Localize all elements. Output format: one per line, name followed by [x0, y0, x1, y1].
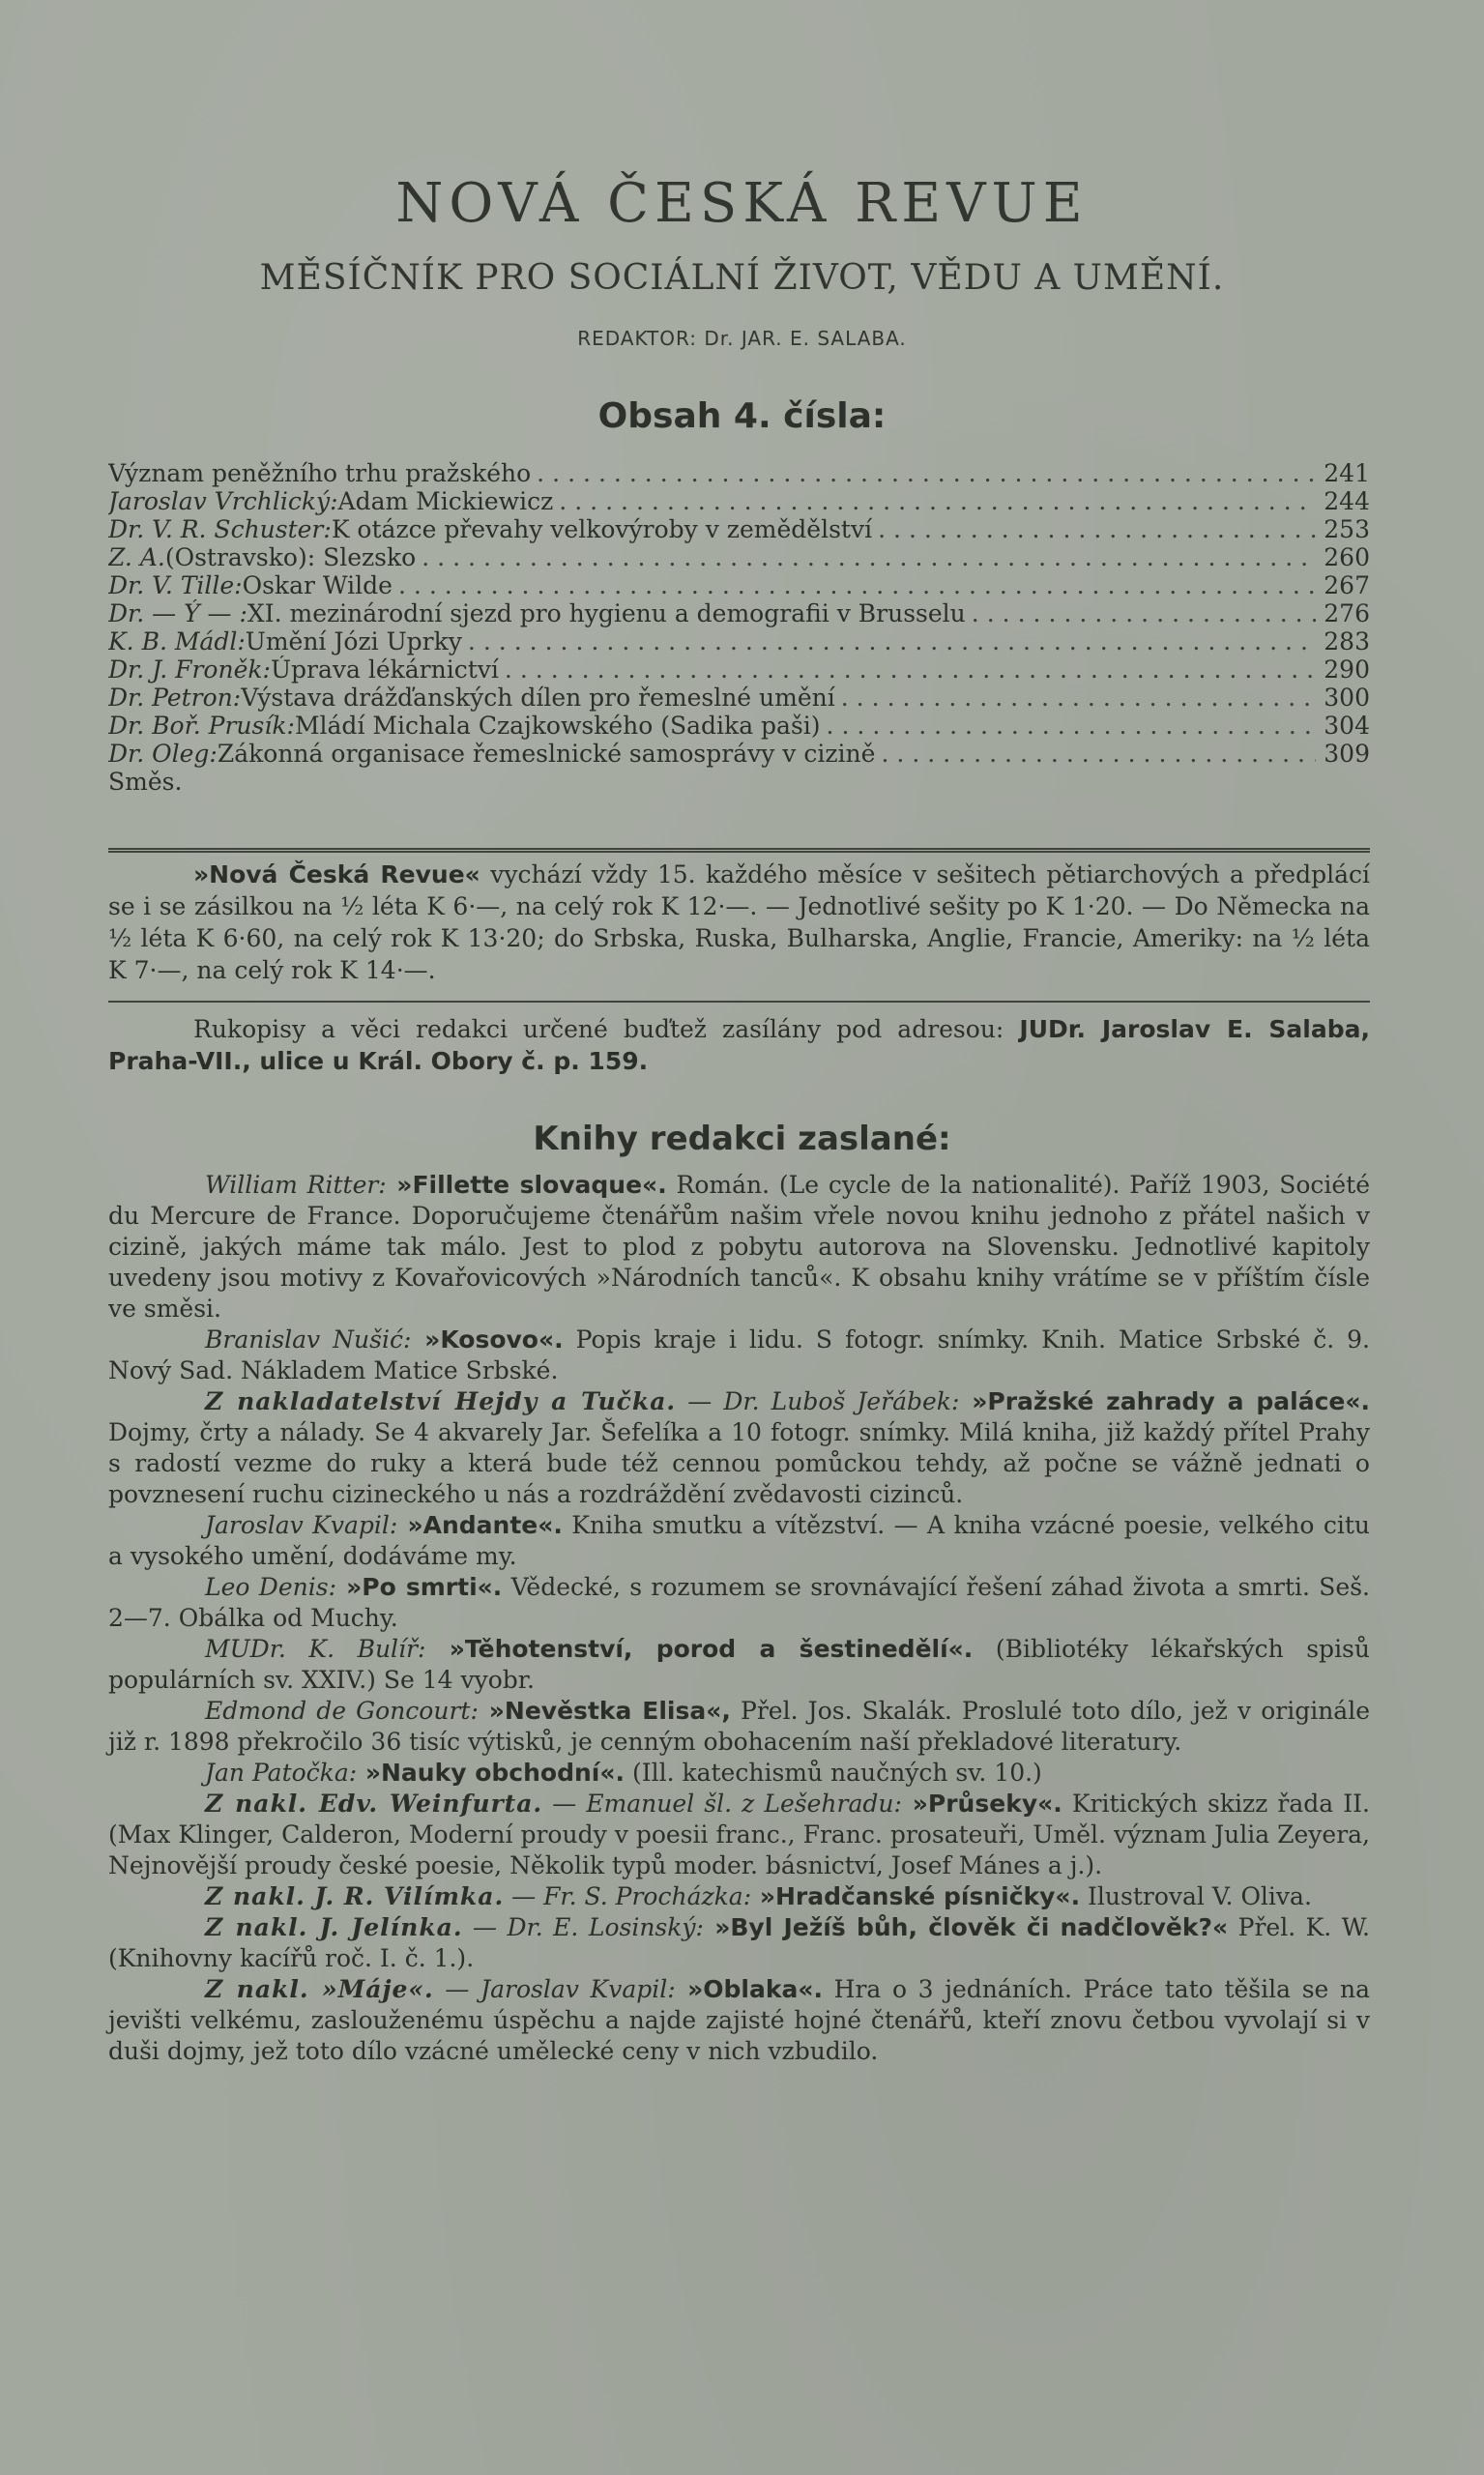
- journal-subtitle: MĚSÍČNÍK PRO SOCIÁLNÍ ŽIVOT, VĚDU A UMĚNÍ.: [259, 258, 1225, 298]
- book-author: — Fr. S. Procházka:: [504, 1882, 752, 1910]
- book-description: Kritických skizz řada II. (Max Klinger, Calderon, Moderní proudy v poesii franc., Franc. prosateuři, Uměl. význam Julia Zeyera, Nejnovější proudy české poesie, Několik typů moder. básnictví, Josef Mánes a j.).: [108, 1790, 1370, 1879]
- toc-title: Směs.: [108, 768, 183, 796]
- book-entry: [108, 1510, 1370, 1572]
- toc-title: XI. mezinárodní sjezd pro hygienu a demografii v Brusselu: [247, 599, 966, 627]
- subscription-info: [108, 859, 1370, 986]
- toc-leader-dots: [468, 627, 1316, 655]
- book-description: Hra o 3 jednáních. Práce tato těšila se na jevišti velkému, zaslouženému úspěchu a najde zajisté hojné čtenářů, kteří znovu četbou vyvolají si v duši dojmy, jež toto dílo vzácné umělecké ceny v nich vzbudilo.: [108, 1975, 1370, 2065]
- toc-page-number: 241: [1324, 459, 1370, 487]
- manuscripts-text: Rukopisy a věci redakci určené buďtež zasílány pod adresou:: [193, 1015, 1020, 1043]
- toc-title: Úprava lékárnictví: [270, 655, 499, 684]
- toc-page-number: 290: [1324, 655, 1370, 684]
- book-publisher: Z nakl. »Máje«.: [205, 1975, 434, 2003]
- toc-page-number: 304: [1324, 712, 1370, 740]
- book-title: »Pražské zahrady a paláce«.: [959, 1387, 1370, 1415]
- book-publisher: Z nakl. Edv. Weinfurta.: [205, 1790, 543, 1818]
- toc-leader-dots: [537, 459, 1316, 487]
- toc-author: Z. A.: [108, 543, 165, 571]
- book-author: MUDr. K. Bulíř:: [205, 1635, 426, 1663]
- contents-heading: Obsah 4. čísla:: [597, 396, 887, 436]
- book-publisher: Z nakl. J. R. Vilímka.: [205, 1882, 505, 1910]
- book-description: (Ill. katechismů naučných sv. 10.): [625, 1759, 1042, 1787]
- toc-leader-dots: [422, 543, 1316, 571]
- toc-row: [108, 655, 1370, 684]
- book-author: William Ritter:: [205, 1171, 387, 1199]
- book-description: Popis kraje i lidu. S fotogr. snímky. Knih. Matice Srbské č. 9. Nový Sad. Nákladem Matice Srbské.: [108, 1325, 1371, 1384]
- toc-row: [108, 599, 1370, 627]
- book-author: Jaroslav Kvapil:: [205, 1511, 398, 1539]
- toc-title: K otázce převahy velkovýroby v zemědělství: [331, 515, 873, 543]
- toc-page-number: 260: [1324, 543, 1370, 571]
- book-author: — Jaroslav Kvapil:: [433, 1975, 676, 2003]
- book-title: »Nauky obchodní«.: [357, 1759, 625, 1787]
- toc-leader-dots: [559, 487, 1316, 515]
- book-title: »Byl Ježíš bůh, člověk či nadčlověk?«: [703, 1913, 1229, 1941]
- toc-title: Umění Józi Uprky: [245, 627, 462, 655]
- toc-page-number: 267: [1324, 571, 1370, 599]
- book-description: Přel. Jos. Skalák. Proslulé toto dílo, jež v originále již r. 1898 překročilo 36 tisíc výtisků, je cenným obohacením naší překladové literatury.: [108, 1697, 1371, 1756]
- book-entry: [108, 1634, 1370, 1696]
- book-entry: [108, 1912, 1370, 1974]
- book-author: — Dr. Luboš Jeřábek:: [676, 1387, 960, 1415]
- toc-row: [108, 543, 1370, 571]
- toc-title: Mládí Michala Czajkowského (Sadika paši): [294, 712, 821, 740]
- book-description: Vědecké, s rozumem se srovnávající řešení záhad života a smrti. Seš. 2—7. Obálka od Muchy.: [108, 1573, 1370, 1632]
- book-entry: [108, 1696, 1370, 1758]
- toc-page-number: 244: [1324, 487, 1370, 515]
- book-publisher: Z nakladatelství Hejdy a Tučka.: [205, 1387, 677, 1415]
- book-description: (Bibliotéky lékařských spisů populárních sv. XXIV.) Se 14 vyobr.: [108, 1635, 1370, 1694]
- toc-leader-dots: [972, 599, 1316, 627]
- manuscripts-note: [108, 1013, 1370, 1077]
- toc-leader-dots: [881, 740, 1316, 768]
- toc-page-number: 283: [1324, 627, 1370, 655]
- book-entry: [108, 1974, 1370, 2067]
- journal-name: »Nová Česká Revue«: [193, 860, 480, 888]
- toc-author: Dr. V. Tille:: [108, 571, 243, 599]
- toc-author: Dr. Petron:: [108, 684, 242, 712]
- editor-address: JUDr. Jaroslav E. Salaba, Praha-VII., ulice u Král. Obory č. p. 159.: [108, 1015, 1370, 1075]
- toc-row: [108, 740, 1370, 768]
- toc-author: Dr. Oleg:: [108, 740, 218, 768]
- toc-row: [108, 571, 1370, 599]
- book-entry: [108, 1386, 1370, 1510]
- book-entry: [108, 1170, 1370, 1325]
- toc-leader-dots: [398, 571, 1316, 599]
- book-publisher: Z nakl. J. Jelínka.: [205, 1913, 463, 1941]
- toc-leader-dots: [827, 712, 1316, 740]
- book-description: Kniha smutku a vítězství. — A kniha vzácné poesie, velkého citu a vysokého umění, dodáváme my.: [108, 1511, 1370, 1570]
- book-title: »Fillette slovaque«.: [386, 1171, 667, 1199]
- toc-title: Význam peněžního trhu pražského: [108, 459, 532, 487]
- toc-title: Výstava drážďanských dílen pro řemeslné umění: [241, 684, 835, 712]
- toc-author: Dr. Boř. Prusík:: [108, 712, 295, 740]
- toc-page-number: 300: [1324, 684, 1370, 712]
- masthead: [0, 172, 1484, 350]
- book-description: Ilustroval V. Oliva.: [1080, 1882, 1312, 1910]
- toc-author: Dr. V. R. Schuster:: [108, 515, 332, 543]
- book-description: Román. (Le cycle de la nationalité). Paříž 1903, Société du Mercure de France. Doporučujeme čtenářům našim vřele novou knihu jednoho z přátel našich v cizině, jakých máme tak málo. Jest to plod z pobytu autorova na Slovensku. Jednotlivé kapitoly uvedeny jsou motivy z Kovařovicových »Národních tanců«. K obsahu knihy vrátíme se v příštím čísle ve směsi.: [108, 1171, 1371, 1323]
- editor-line: REDAKTOR: Dr. JAR. E. SALABA.: [577, 327, 907, 350]
- toc-author: K. B. Mádl:: [108, 627, 246, 655]
- toc-row: [108, 627, 1370, 655]
- books-heading: Knihy redakci zaslané:: [533, 1120, 951, 1158]
- book-title: »Andante«.: [397, 1511, 563, 1539]
- book-author: Branislav Nušić:: [205, 1325, 412, 1354]
- book-title: »Oblaka«.: [675, 1975, 823, 2003]
- toc-page-number: 253: [1324, 515, 1370, 543]
- book-entry: [108, 1881, 1370, 1912]
- toc-leader-dots: [505, 655, 1316, 684]
- toc-title: Adam Mickiewicz: [337, 487, 554, 515]
- book-entry: [108, 1758, 1370, 1789]
- toc-author: Dr. — Ý — :: [108, 599, 247, 627]
- toc-row: [108, 487, 1370, 515]
- books-received: [108, 1170, 1370, 2067]
- book-author: Jan Patočka:: [205, 1759, 358, 1787]
- toc-title: Oskar Wilde: [242, 571, 393, 599]
- book-author: Edmond de Goncourt:: [205, 1697, 479, 1725]
- book-title: »Po smrti«.: [336, 1573, 503, 1601]
- toc-author: Dr. J. Froněk:: [108, 655, 271, 684]
- table-of-contents: [108, 459, 1370, 796]
- book-description: Dojmy, črty a nálady. Se 4 akvarely Jar. Šefelíka a 10 fotogr. snímky. Milá kniha, již každý přítel Prahy s radostí vezme do ruky a která bude též cennou pomůckou tehdy, až počne se vážně jednati o povznesení ruchu cizineckého u nás a rozdráždění zvědavosti cizinců.: [108, 1418, 1370, 1508]
- toc-leader-dots: [878, 515, 1316, 543]
- toc-row: [108, 684, 1370, 712]
- toc-title: Zákonná organisace řemeslnické samosprávy v cizině: [217, 740, 876, 768]
- toc-page-number: 309: [1324, 740, 1370, 768]
- toc-row: [108, 515, 1370, 543]
- book-title: »Nevěstka Elisa«,: [478, 1697, 731, 1725]
- toc-leader-dots: [841, 684, 1316, 712]
- divider: [108, 848, 1370, 853]
- book-author: Leo Denis:: [205, 1573, 336, 1601]
- toc-title: (Ostravsko): Slezsko: [164, 543, 417, 571]
- book-description: Přel. K. W. (Knihovny kacířů roč. I. č. 1.).: [108, 1913, 1370, 1972]
- book-author: — Emanuel šl. z Lešehradu:: [542, 1790, 902, 1818]
- book-entry: [108, 1325, 1370, 1386]
- divider: [108, 1001, 1370, 1003]
- toc-row: [108, 459, 1370, 487]
- subscription-text: vychází vždy 15. každého měsíce v sešitech pětiarchových a předplácí se i se zásilkou na ½ léta K 6·—, na celý rok K 12·—. — Jednotlivé sešity po K 1·20. — Do Německa na ½ léta K 6·60, na celý rok K 13·20; do Srbska, Ruska, Bulharska, Anglie, Francie, Ameriky: na ½ léta K 7·—, na celý rok K 14·—.: [108, 860, 1370, 984]
- book-author: — Dr. E. Losinský:: [462, 1913, 704, 1941]
- toc-author: Jaroslav Vrchlický:: [108, 487, 338, 515]
- journal-title: NOVÁ ČESKÁ REVUE: [395, 172, 1089, 235]
- toc-page-number: 276: [1324, 599, 1370, 627]
- toc-row: [108, 768, 1370, 796]
- book-entry: [108, 1572, 1370, 1634]
- book-title: »Hradčanské písničky«.: [751, 1882, 1081, 1910]
- book-title: »Kosovo«.: [411, 1325, 564, 1354]
- book-entry: [108, 1789, 1370, 1881]
- book-title: »Těhotenství, porod a šestinedělí«.: [425, 1635, 974, 1663]
- book-title: »Průseky«.: [901, 1790, 1062, 1818]
- toc-row: [108, 712, 1370, 740]
